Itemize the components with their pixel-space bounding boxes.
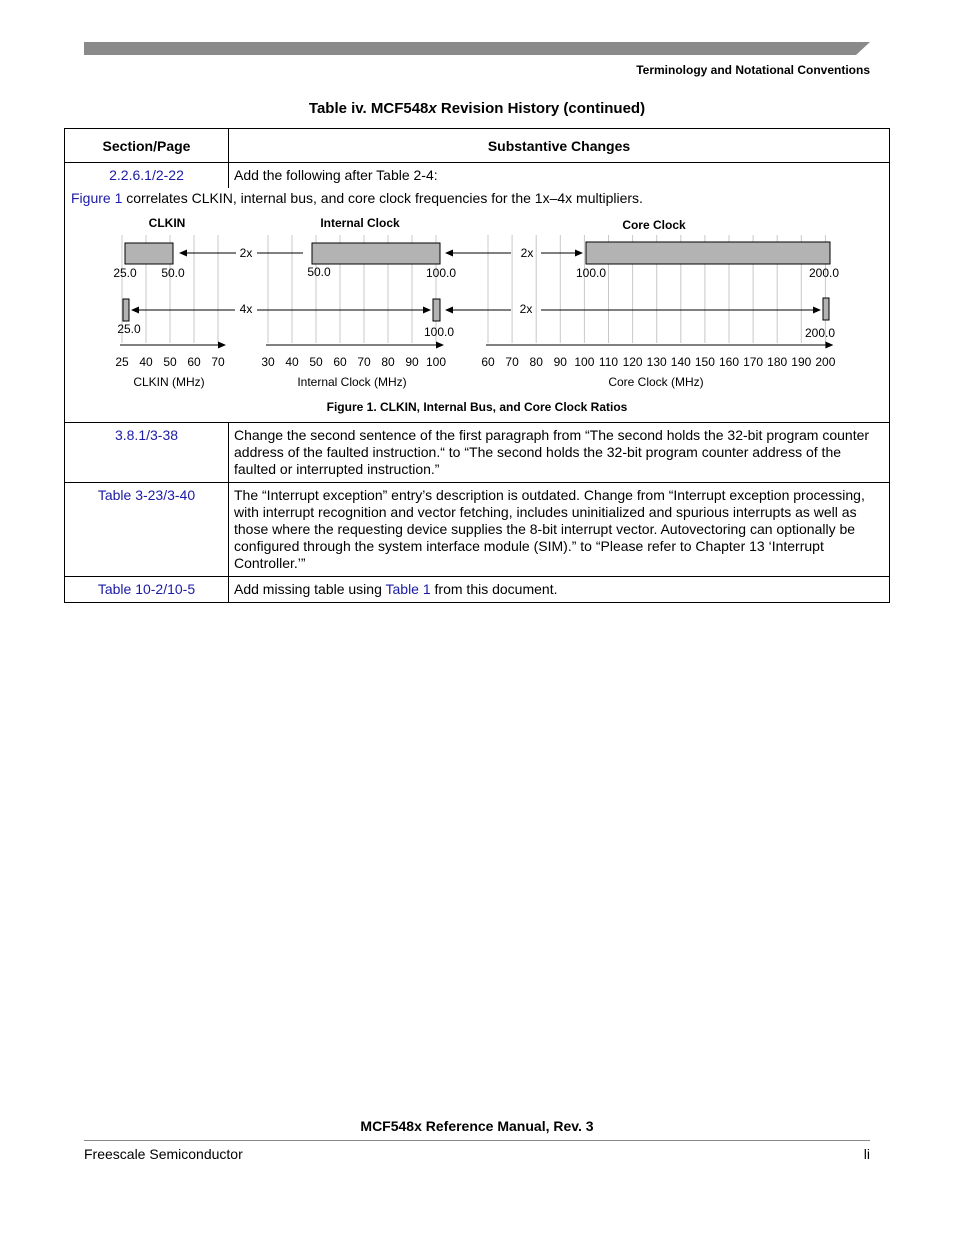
tick-label: 25 [115,355,129,369]
tick-label: 70 [211,355,225,369]
change-cell: The “Interrupt exception” entry’s description is outdated. Change from “Interrupt exception processing, with interrupt recognition and vector fetching, includes uninitialized and spurious interrupts as well as those where the requesting device supplies the 8-bit interrupt vector. Autovectoring can optionally be configured through the system interface module (SIM).” to “Please refer to Chapter 13 ‘Interrupt Controller.’” [229,482,890,576]
figure-row [65,188,890,422]
section-cell [65,163,229,189]
group-title-core: Core Clock [622,218,686,232]
arrow-head [423,307,431,314]
tick-label: 170 [743,355,764,369]
tick-label: 60 [333,355,347,369]
tick-label: 140 [670,355,691,369]
tick-label: 70 [505,355,519,369]
multiplier-int-to-core: 2x [520,246,534,260]
figure-intro: Figure 1 correlates CLKIN, internal bus, and core clock frequencies for the 1x–4x multipliers. [71,190,643,206]
multiplier-clk-to-int-4x: 4x [239,302,253,316]
internal-low-label: 50.0 [307,265,331,279]
tick-label: 40 [285,355,299,369]
tick-label: 40 [139,355,153,369]
tick-label: 50 [309,355,323,369]
tick-label: 90 [553,355,567,369]
axis-arrow [436,342,444,349]
revision-history-table [64,128,890,603]
tick-label: 70 [357,355,371,369]
table-row [65,422,890,482]
figure-link[interactable]: Figure 1 [71,190,123,206]
clkin-4x-marker [123,299,129,321]
footer-publisher: Freescale Semiconductor [84,1146,243,1162]
running-header: Terminology and Notational Conventions [636,63,870,77]
change-cell: Change the second sentence of the first paragraph from “The second holds the 32-bit program counter address of the faulted instruction.“ to “The second holds the 32-bit program counter address of the faulted or interrupted instruction.” [229,422,890,482]
table-row [65,482,890,576]
section-link[interactable]: 3.8.1/3-38 [114,426,179,443]
arrow-head [131,307,139,314]
change-cell: Add the following after Table 2-4: [229,163,890,189]
clkin-range-bar [125,243,173,264]
section-cell [65,482,229,576]
section-link[interactable]: Table 10-2/10-5 [97,580,196,597]
group-title-internal: Internal Clock [320,216,400,230]
table-row [65,163,890,189]
axis-label-core: Core Clock (MHz) [608,375,704,389]
arrow-head [179,250,187,257]
tick-label: 80 [529,355,543,369]
tick-label: 50 [163,355,177,369]
core-low-label: 100.0 [575,266,607,280]
core-2x-label: 200.0 [804,326,836,340]
internal-range-bar [312,243,440,264]
core-high-label: 200.0 [808,266,840,280]
internal-4x-marker [433,299,440,321]
header-section-page: Section/Page [65,129,229,163]
footer-divider [84,1140,870,1141]
tick-label: 160 [718,355,740,369]
table-caption: Table iv. MCF548x Revision History (continued) [308,100,646,117]
clkin-low-label: 25.0 [113,266,137,280]
tick-label: 110 [598,355,619,369]
clock-ratio-figure [65,188,889,422]
section-cell [65,422,229,482]
figure-cell [65,188,890,422]
tick-label: 190 [791,355,812,369]
tick-label: 180 [767,355,788,369]
core-2x-marker [823,298,829,320]
arrow-head [445,307,453,314]
multiplier-clk-to-int: 2x [239,246,253,260]
footer-title: MCF548x Reference Manual, Rev. 3 [360,1118,594,1134]
axis-arrow [825,342,833,349]
tick-label: 60 [187,355,201,369]
figure-caption: Figure 1. CLKIN, Internal Bus, and Core Clock Ratios [326,400,628,414]
tick-label: 150 [694,355,715,369]
tick-label: 90 [405,355,419,369]
axis-label-clkin: CLKIN (MHz) [133,375,205,389]
tick-label: 30 [261,355,275,369]
arrow-head [445,250,453,257]
header-substantive-changes: Substantive Changes [229,129,890,163]
header-bar [84,42,870,55]
internal-4x-label: 100.0 [423,325,455,339]
section-link[interactable]: Table 3-23/3-40 [97,486,196,503]
tick-label: 60 [481,355,495,369]
core-range-bar [586,242,830,264]
arrow-head [813,307,821,314]
internal-high-label: 100.0 [425,266,457,280]
change-cell: Add missing table using Table 1 from this document. [229,576,890,602]
arrow-head [575,250,583,257]
table-row [65,576,890,602]
table-link[interactable]: Table 1 [385,580,431,597]
tick-label: 130 [646,355,667,369]
clkin-high-label: 50.0 [161,266,185,280]
table-header-row [65,129,890,163]
axis-label-internal: Internal Clock (MHz) [297,375,407,389]
section-cell [65,576,229,602]
tick-label: 80 [381,355,395,369]
tick-label: 100 [574,355,595,369]
section-link[interactable]: 2.2.6.1/2-22 [109,167,184,183]
tick-label: 100 [425,355,447,369]
group-title-clkin: CLKIN [148,216,186,230]
multiplier-int-to-core-4x: 2x [519,302,533,316]
page-number: li [863,1146,870,1162]
tick-label: 200 [815,355,836,369]
axis-arrow [218,342,226,349]
clkin-4x-label: 25.0 [117,322,141,336]
tick-label: 120 [622,355,643,369]
